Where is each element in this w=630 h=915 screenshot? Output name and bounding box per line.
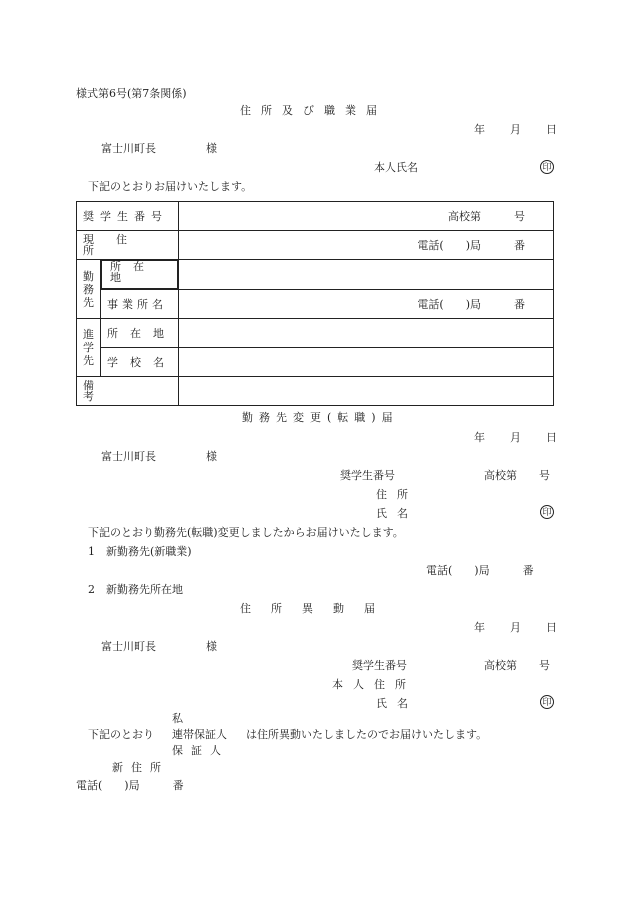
date-year: 年 (474, 431, 485, 444)
study-school-field[interactable] (179, 348, 554, 377)
section3-title: 住所異動届 (240, 602, 395, 615)
registration-table (76, 201, 554, 406)
date-year: 年 (474, 621, 485, 634)
name-label: 氏名 (376, 697, 418, 710)
new-workplace-phone: 電話( )局 番 (426, 564, 534, 577)
honorific: 様 (206, 450, 217, 463)
scholar-number-label: 奨学生番号 (352, 659, 407, 672)
intro-start: 下記のとおり (88, 728, 154, 741)
scholar-number-label: 奨学生番号 (77, 202, 179, 231)
address-label: 住所 (376, 488, 418, 501)
remarks-label: 備考 (77, 377, 179, 406)
date-month: 月 (510, 431, 521, 444)
phone-line: 電話( )局 番 (76, 779, 184, 792)
option-joint-guarantor: 連帯保証人 (172, 728, 227, 741)
date-day: 日 (546, 123, 557, 136)
workplace-group-label: 勤務先 (77, 260, 101, 319)
date-month: 月 (510, 123, 521, 136)
scholar-number-value: 高校第 号 (484, 659, 550, 672)
honorific: 様 (206, 142, 217, 155)
table-row (77, 202, 554, 231)
study-school-label: 学校名 (101, 348, 179, 377)
section2-title: 勤務先変更(転職)届 (242, 411, 399, 424)
address-label: 現住所 (77, 231, 179, 260)
table-row (77, 319, 554, 348)
new-workplace-location-item: 2 新勤務先所在地 (88, 583, 183, 596)
table-row (77, 348, 554, 377)
new-workplace-item: 1 新勤務先(新職業) (88, 545, 192, 558)
option-guarantor: 保証人 (172, 744, 229, 757)
honorific: 様 (206, 640, 217, 653)
seal-mark: 印 (540, 160, 554, 174)
addressee: 富士川町長 (101, 450, 156, 463)
study-group-label: 進学先 (77, 319, 101, 377)
work-location-label: 所在地 (101, 260, 178, 289)
address-phone-field[interactable]: 電話( )局 番 (179, 231, 554, 260)
section1-title: 住所及び職業届 (240, 104, 387, 117)
study-location-label: 所在地 (101, 319, 179, 348)
address-label: 本人住所 (332, 678, 416, 691)
work-phone-field[interactable]: 電話( )局 番 (179, 290, 554, 319)
table-row (77, 290, 554, 319)
work-office-label: 事業所名 (101, 290, 179, 319)
intro-text: 下記のとおりお届けいたします。 (88, 180, 253, 193)
addressee: 富士川町長 (101, 640, 156, 653)
option-self: 私 (172, 712, 183, 725)
date-year: 年 (474, 123, 485, 136)
date-day: 日 (546, 621, 557, 634)
addressee: 富士川町長 (101, 142, 156, 155)
table-row (77, 377, 554, 406)
remarks-field[interactable] (179, 377, 554, 406)
intro-end: は住所異動いたしましたのでお届けいたします。 (246, 728, 488, 741)
date-month: 月 (510, 621, 521, 634)
table-row (77, 231, 554, 260)
scholar-number-field[interactable]: 高校第 号 (179, 202, 554, 231)
new-address-label: 新住所 (112, 761, 169, 774)
date-day: 日 (546, 431, 557, 444)
seal-mark: 印 (540, 505, 554, 519)
intro-text: 下記のとおり勤務先(転職)変更しましたからお届けいたします。 (88, 526, 404, 539)
name-label: 氏名 (376, 507, 418, 520)
form-number: 様式第6号(第7条関係) (76, 87, 187, 100)
work-location-field[interactable] (179, 260, 554, 290)
seal-mark: 印 (540, 695, 554, 709)
study-location-field[interactable] (179, 319, 554, 348)
scholar-number-label: 奨学生番号 (340, 469, 395, 482)
applicant-name-label: 本人氏名 (374, 161, 418, 174)
table-row (77, 260, 554, 290)
scholar-number-value: 高校第 号 (484, 469, 550, 482)
